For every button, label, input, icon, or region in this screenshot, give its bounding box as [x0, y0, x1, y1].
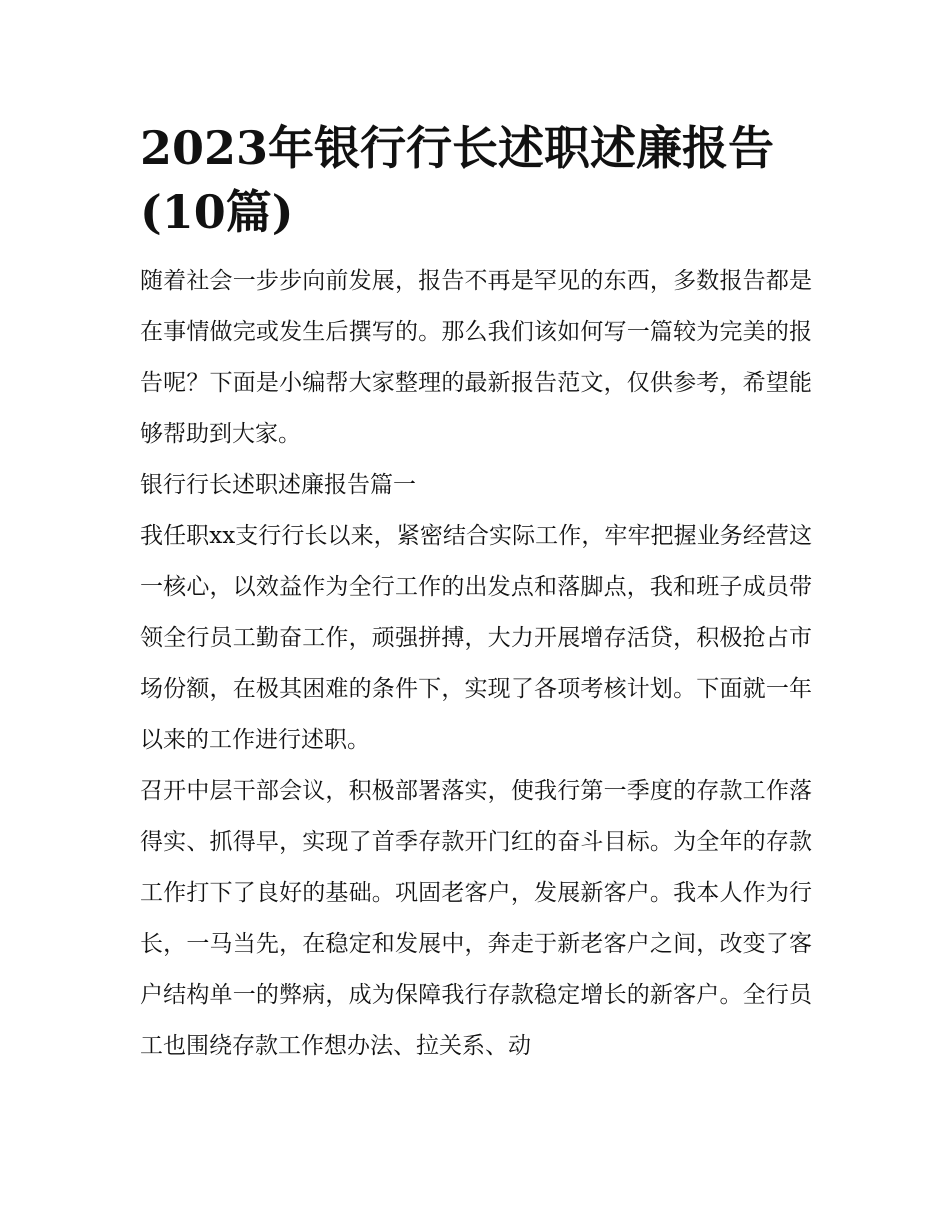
body-paragraph: 召开中层干部会议，积极部署落实，使我行第一季度的存款工作落得实、抓得早，实现了首季存款开门红的奋斗目标。为全年的存款工作打下了良好的基础。巩固老客户，发展新客户。我本人作为行长，一马当先，在稳定和发展中，奔走于新老客户之间，改变了客户结构单一的弊病，成为保障我行存款稳定增长的新客户。全行员工也围绕存款工作想办法、拉关系、动: [140, 778, 812, 1059]
section-heading: 银行行长述职述廉报告篇一: [140, 472, 416, 498]
body-paragraph: 我任职xx支行行长以来，紧密结合实际工作，牢牢把握业务经营这一核心，以效益作为全行工作的出发点和落脚点，我和班子成员带领全行员工勤奋工作，顽强拼搏，大力开展增存活贷，积极抢占市场份额，在极其困难的条件下，实现了各项考核计划。下面就一年以来的工作进行述职。: [140, 523, 812, 753]
document-body: [140, 116, 812, 1072]
intro-paragraph: 随着社会一步步向前发展，报告不再是罕见的东西，多数报告都是在事情做完或发生后撰写的。那么我们该如何写一篇较为完美的报告呢？下面是小编帮大家整理的最新报告范文，仅供参考，希望能够帮助到大家。: [140, 268, 812, 447]
document-title: 2023年银行行长述职述廉报告(10篇): [140, 121, 775, 239]
